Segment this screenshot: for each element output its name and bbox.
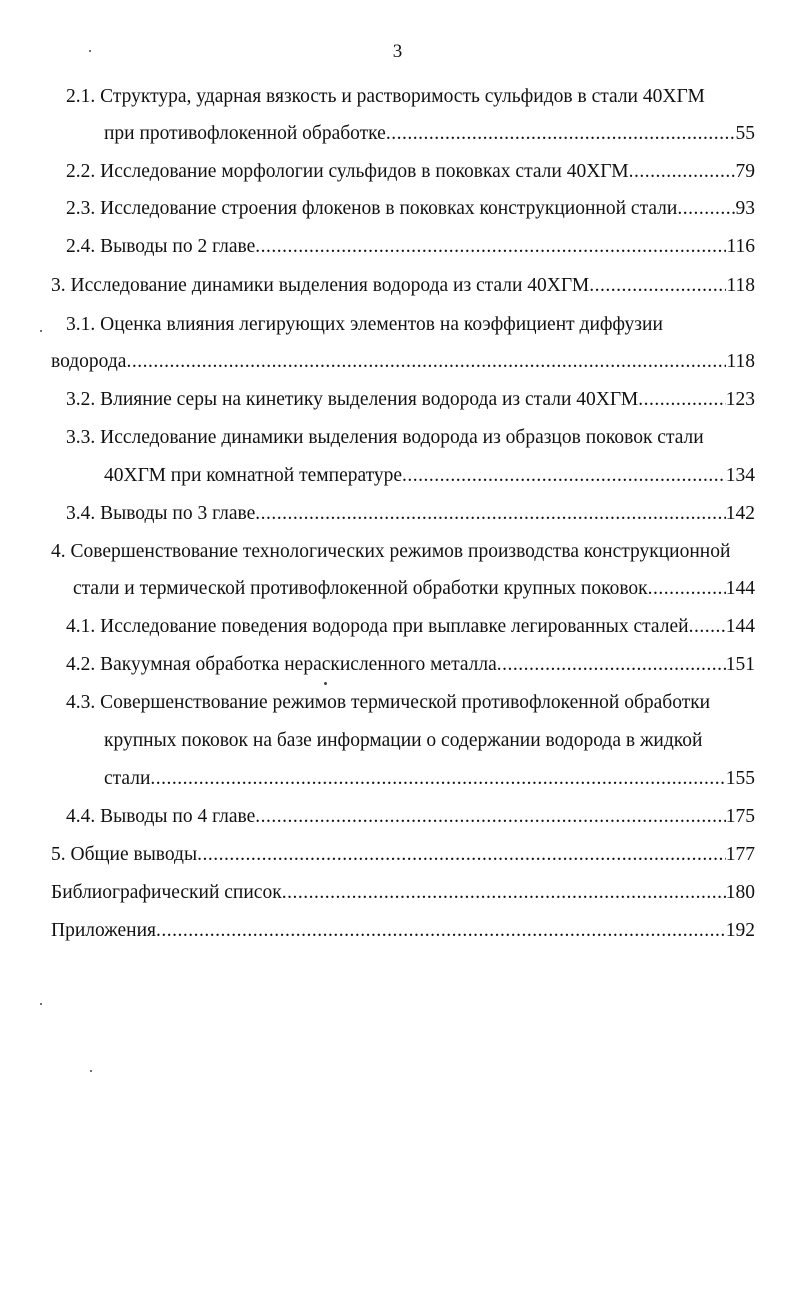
toc-entry-text: Приложения [51, 920, 156, 941]
dot-leader [282, 879, 726, 907]
toc-entry-4-1 [66, 613, 755, 641]
toc-entry-text: стали [104, 768, 151, 789]
toc-entry-page: 155 [725, 768, 755, 789]
toc-entry-text: 3.2. Влияние серы на кинетику выделения водорода из стали 40ХГМ [66, 389, 639, 410]
toc-entry-page: 55 [735, 123, 755, 144]
toc-entry-text: 2.4. Выводы по 2 главе [66, 236, 256, 257]
dot-leader [497, 651, 726, 679]
toc-entry-page: 79 [735, 161, 755, 182]
toc-entry-4-2 [66, 651, 755, 679]
toc-entry-2-4 [66, 233, 755, 261]
dot-leader [386, 120, 736, 148]
toc-entry-text: 4.4. Выводы по 4 главе [66, 806, 256, 827]
dot-leader [255, 500, 726, 528]
toc-entry-3-2 [66, 386, 755, 414]
toc-entry-text: 3.1. Оценка влияния легирующих элементов на коэффициент диффузии [66, 314, 663, 335]
dot-leader [402, 462, 726, 490]
toc-entry-4-4 [66, 803, 755, 831]
scan-speck [324, 682, 327, 685]
toc-entry-3-1 [66, 311, 663, 339]
toc-entry-page: 134 [725, 465, 755, 486]
dot-leader [255, 803, 726, 831]
toc-entry-text: 4.2. Вакуумная обработка нераскисленного металла [66, 654, 497, 675]
toc-entry-5 [51, 841, 755, 869]
toc-entry-text: при противофлокенной обработке [104, 123, 386, 144]
dot-leader [156, 917, 726, 945]
toc-entry-page: 180 [725, 882, 755, 903]
dot-leader [689, 613, 726, 641]
table-of-contents [0, 83, 795, 953]
toc-entry-page: 116 [726, 236, 755, 257]
toc-entry-text: 2.3. Исследование строения флокенов в поковках конструкционной стали [66, 198, 678, 219]
toc-entry-text: водорода [51, 351, 127, 372]
dot-leader [677, 195, 735, 223]
toc-entry-text: стали и термической противофлокенной обработки крупных поковок [73, 578, 648, 599]
dot-leader [197, 841, 726, 869]
toc-entry-text: 3. Исследование динамики выделения водорода из стали 40ХГМ [51, 275, 590, 296]
toc-entry-page: 142 [725, 503, 755, 524]
toc-entry-4-cont [73, 575, 755, 603]
toc-entry-3-3 [66, 424, 704, 452]
toc-entry-page: 151 [725, 654, 755, 675]
dot-leader [126, 348, 726, 376]
toc-entry-4-3 [66, 689, 710, 717]
toc-entry-page: 175 [725, 806, 755, 827]
toc-entry-page: 118 [726, 275, 755, 296]
toc-entry-2-3 [66, 195, 755, 223]
toc-entry-2-1-cont [104, 120, 755, 148]
toc-entry-text: 3.3. Исследование динамики выделения водорода из образцов поковок стали [66, 427, 704, 448]
toc-entry-bibliography [51, 879, 755, 907]
page-number: 3 [392, 41, 403, 62]
scan-speck [40, 330, 42, 332]
toc-entry-page: 93 [735, 198, 755, 219]
toc-entry-page: 144 [725, 578, 755, 599]
toc-entry-4-3-cont [104, 727, 702, 755]
scan-speck [40, 1003, 42, 1005]
toc-entry-2-2 [66, 158, 755, 186]
toc-entry-text: 5. Общие выводы [51, 844, 198, 865]
toc-entry-text: 40ХГМ при комнатной температуре [104, 465, 403, 486]
dot-leader [629, 158, 736, 186]
dot-leader [255, 233, 726, 261]
toc-entry-4 [51, 538, 730, 566]
toc-entry-3-1-cont [51, 348, 755, 376]
toc-entry-text: 4.1. Исследование поведения водорода при выплавке легированных сталей [66, 616, 689, 637]
scan-speck [90, 1070, 92, 1072]
toc-entry-3-3-cont [104, 462, 755, 490]
toc-entry-page: 177 [725, 844, 755, 865]
toc-entry-2-1 [66, 83, 705, 111]
toc-entry-text: 2.1. Структура, ударная вязкость и растворимость сульфидов в стали 40ХГМ [66, 86, 705, 107]
toc-entry-3-4 [66, 500, 755, 528]
dot-leader [150, 765, 725, 793]
toc-entry-text: крупных поковок на базе информации о содержании водорода в жидкой [104, 730, 703, 751]
toc-entry-page: 118 [726, 351, 755, 372]
scan-speck [89, 50, 91, 52]
dot-leader [648, 575, 726, 603]
toc-entry-page: 123 [725, 389, 755, 410]
toc-entry-text: 4. Совершенствование технологических режимов производства конструкционной [51, 541, 731, 562]
toc-entry-text: 2.2. Исследование морфологии сульфидов в поковках стали 40ХГМ [66, 161, 629, 182]
dot-leader [589, 272, 726, 300]
toc-entry-page: 192 [725, 920, 755, 941]
toc-entry-text: 4.3. Совершенствование режимов термической противофлокенной обработки [66, 692, 711, 713]
toc-entry-text: 3.4. Выводы по 3 главе [66, 503, 256, 524]
dot-leader [638, 386, 726, 414]
toc-entry-appendices [51, 917, 755, 945]
toc-entry-text: Библиографический список [51, 882, 282, 903]
toc-entry-3 [51, 272, 755, 300]
toc-entry-4-3-end [104, 765, 755, 793]
toc-entry-page: 144 [725, 616, 755, 637]
